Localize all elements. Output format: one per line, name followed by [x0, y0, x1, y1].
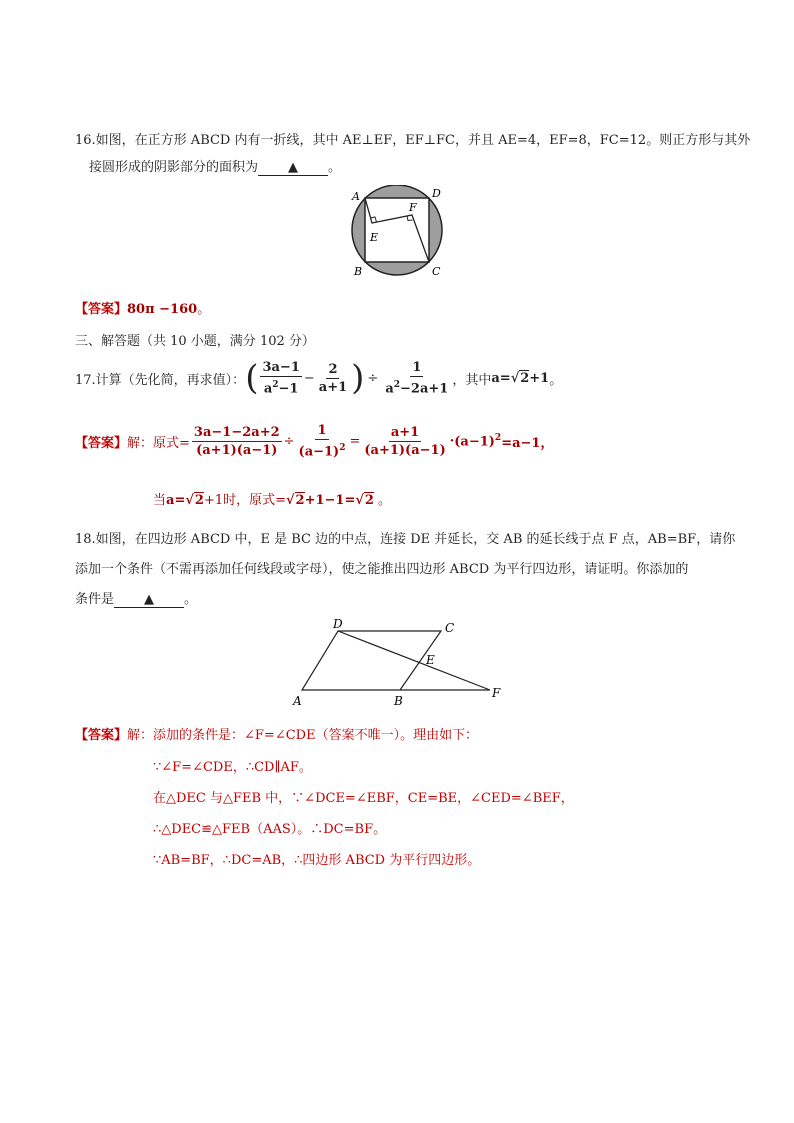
q17-suffix: ，其中	[452, 372, 492, 388]
q16-square	[365, 198, 429, 262]
q18-quadrilateral	[302, 631, 441, 690]
q17-prefix: 17.计算（先化简，再求值）：	[75, 372, 246, 388]
q16-label-D: D	[432, 187, 441, 200]
q16-label-A: A	[352, 190, 360, 203]
q18-answer-line2: ∵∠F=∠CDE，∴CD∥AF。	[153, 760, 312, 775]
q16-answer-blank	[258, 161, 328, 176]
q17-frac1-den	[262, 377, 301, 396]
q18-segment-df	[338, 631, 490, 690]
q17-frac3-den-rest: −2a+1	[400, 381, 449, 397]
answer-tag: 【答案】	[75, 302, 128, 317]
q18-answer-line3: 在△DEC 与△FEB 中，∵∠DCE=∠EBF，CE=BE，∠CED=∠BEF，	[153, 791, 574, 806]
q18-line3-end: 。	[184, 592, 198, 607]
q17-line2-a: a=	[166, 493, 186, 508]
q18-text-line1: 18.如图，在四边形 ABCD 中，E 是 BC 边的中点，连接 DE 并延长，交 AB 的延长线于点 F 点，AB=BF，请你	[75, 532, 736, 547]
q17-frac1	[260, 360, 301, 396]
q17-sol-frac3-num: a+1	[390, 424, 420, 440]
q17-cond-lhs: a=	[491, 370, 511, 386]
q18-answer-blank	[114, 593, 184, 608]
section-heading: 三、解答题（共 10 小题，满分 102 分）	[75, 334, 315, 349]
q18-label-E: E	[426, 653, 435, 667]
q17-frac3-den-exp: 2	[393, 380, 401, 390]
q17-sol-result: =a−1，	[501, 435, 554, 451]
q16-label-B: B	[354, 265, 363, 278]
q17-line2-root3: 2	[364, 493, 374, 508]
q16-text-line2	[89, 156, 341, 176]
q17-sol-frac3-den: (a+1)(a−1)	[364, 442, 446, 458]
answer-tag: 【答案】	[75, 728, 128, 743]
q18-label-B: B	[394, 694, 403, 708]
q17-sol-frac2-den-exp: 2	[339, 443, 346, 453]
q16-answer	[75, 298, 210, 317]
q16-answer-value: 80π −160	[127, 302, 198, 317]
q17-frac1-num: 3a−1	[262, 360, 300, 375]
q18-answer-line5: ∵AB=BF，∴DC=AB，∴四边形 ABCD 为平行四边形。	[153, 853, 481, 868]
q18-answer-line1	[75, 724, 478, 743]
answer-tag: 【答案】	[75, 435, 128, 451]
q17-solution-line1	[75, 423, 553, 459]
q17-sol-sq	[454, 433, 501, 449]
q17-cond-rhs: +1	[529, 370, 550, 386]
q17-sol-prefix: 解：原式=	[127, 435, 190, 451]
q18-line3-pre: 条件是	[75, 592, 115, 607]
q18-label-C: C	[445, 621, 455, 635]
q16-text-line2-end: 。	[328, 160, 342, 175]
q17-line2-end: 。	[377, 493, 391, 508]
q17-frac3-den	[383, 377, 450, 396]
q17-sol-frac1-num: 3a−1−2a+2	[193, 424, 280, 440]
paren-close: )	[351, 358, 365, 399]
q18-text-line2: 添加一个条件（不需再添加任何线段或字母），使之能推出四边形 ABCD 为平行四边形，请证明。你添加的	[75, 562, 689, 577]
q17-solution-line2	[153, 489, 391, 508]
q17-frac3-num: 1	[412, 360, 422, 375]
q17-frac3	[383, 360, 450, 396]
q17-sol-frac2-den-base: (a−1)	[298, 444, 340, 460]
q17-sol-dot: ·	[449, 433, 455, 449]
blank-triangle-mark: ▲	[144, 592, 155, 607]
q17-sol-sq-base: (a−1)	[454, 434, 495, 450]
q17-frac2-den: a+1	[318, 379, 348, 395]
q17-sol-frac3	[362, 425, 447, 458]
q17-line2-mid2: +1−1=	[304, 493, 356, 508]
q17-sqrt-sign: √	[185, 493, 194, 508]
paren-open: (	[245, 358, 259, 399]
q18-label-F: F	[492, 686, 501, 700]
q17-sqrt-sign: √	[286, 493, 295, 508]
q17-frac2	[317, 362, 349, 395]
q17-sqrt-sign: √	[510, 370, 520, 386]
q16-label-E: E	[370, 231, 379, 244]
q17-sol-div: ÷	[283, 433, 295, 449]
q17-line2-root2: 2	[295, 493, 305, 508]
q16-label-F: F	[409, 201, 417, 214]
q17-div: ÷	[367, 370, 379, 386]
q17-sol-frac2-num: 1	[317, 423, 327, 438]
q17-sol-sq-exp: 2	[494, 433, 502, 443]
q17-sol-eq1: =	[349, 433, 361, 449]
q17-frac1-den-rest: −1	[278, 381, 299, 397]
q17-sol-frac2	[297, 423, 348, 459]
q17-line2-root1: 2	[194, 493, 204, 508]
q17-line2-mid: +1时，原式=	[203, 493, 286, 508]
q17-frac1-den-base: a	[263, 381, 273, 397]
q18-figure	[290, 618, 510, 713]
q16-label-C: C	[432, 265, 441, 278]
q18-label-D: D	[333, 618, 343, 631]
q18-answer-line4: ∴△DEC≌△FEB（AAS）。∴DC=BF。	[153, 822, 387, 837]
q17-minus: −	[303, 370, 315, 386]
q17-cond-root: 2	[520, 371, 530, 387]
q18-label-A: A	[293, 694, 302, 708]
q17-suffix-end: 。	[549, 372, 563, 388]
q18-answer-line1-text: 解：添加的条件是：∠F=∠CDE（答案不唯一）。理由如下：	[127, 728, 479, 743]
q17-frac1-den-exp: 2	[272, 380, 279, 390]
q17-sol-frac1-den: (a+1)(a−1)	[196, 442, 278, 458]
q16-text-line1: 16.如图，在正方形 ABCD 内有一折线，其中 AE⊥EF，EF⊥FC，并且 AE=4，EF=8，FC=12。则正方形与其外	[75, 133, 751, 148]
q18-text-line3	[75, 588, 197, 608]
q16-answer-end: 。	[197, 302, 211, 317]
q17-sol-frac2-den	[297, 440, 348, 459]
q17-sol-frac1	[192, 425, 282, 458]
q17-frac2-num: 2	[328, 361, 338, 377]
q17-sqrt-sign: √	[355, 493, 364, 508]
q16-figure	[340, 185, 470, 285]
q16-text-line2-body: 接圆形成的阴影部分的面积为	[89, 160, 259, 175]
q17-problem	[75, 358, 563, 399]
blank-triangle-mark: ▲	[288, 160, 299, 175]
q17-frac3-den-base: a	[385, 381, 394, 397]
q17-line2-pre: 当	[153, 493, 167, 508]
